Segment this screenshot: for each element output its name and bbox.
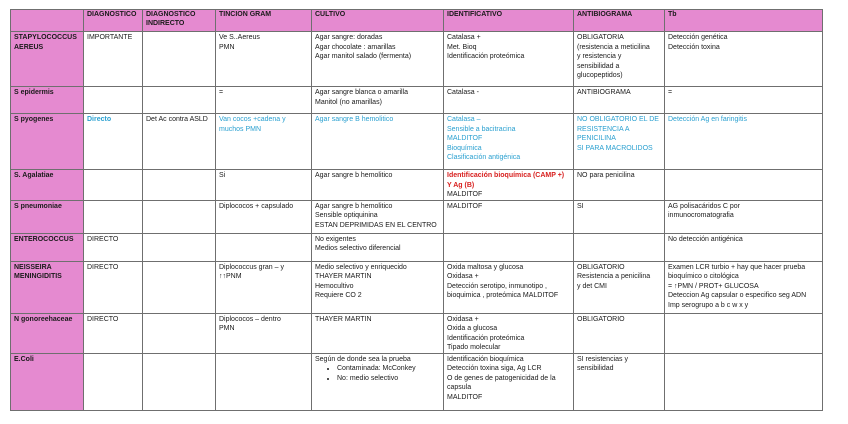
diagnostico-cell [84,313,143,353]
cell-line: Detección Ag en faringitis [668,116,747,123]
tb-cell [665,114,823,170]
cultivo-cell [312,32,444,87]
organism-name: S pyogenes [14,116,54,123]
cell-line: OBLIGATORIA [577,34,624,41]
organism-name: ENTEROCOCCUS [14,235,74,243]
cell-line: sensibilidad [577,365,614,372]
cell-line: MALDITOF [447,202,483,210]
cell-line: Agar sangre b hemolitico [315,172,393,179]
table-row [11,353,823,410]
cell-line: Oxida maltosa y glucosa [447,263,524,271]
organism-name: S epidermis [14,89,54,96]
cell-line: Agar sangre blanca o amarilla [315,89,408,96]
diagnostico-indirecto-cell [143,170,216,201]
header-cell: DIAGNOSTICO [84,10,143,32]
cell-line: Agar chocolate : amarillas [315,43,396,51]
table-row [11,32,823,87]
tincion-gram-cell [216,32,312,87]
header-cell: CULTIVO [312,10,444,32]
cell-line: PENICILINA [577,135,616,142]
cell-line: ↑↑PNM [219,273,242,280]
cell-line: Sensible a bacitracina [447,125,516,133]
row-name-cell [11,261,84,313]
diagnostico-value: DIRECTO [87,315,119,323]
cell-line: Manitol (no amarillas) [315,98,382,106]
table-row [11,87,823,114]
identificativo-cell [444,114,574,170]
table-row [11,200,823,233]
diagnostico-cell [84,87,143,114]
antibiograma-cell [574,353,665,410]
tincion-gram-cell [216,200,312,233]
header-row [11,10,823,32]
cell-line: Imp serogrupo a b c w x y [668,301,749,309]
organism-name: NEISSEIRA MENINGIDITIS [14,263,62,280]
tincion-gram-cell [216,114,312,170]
cultivo-cell [312,114,444,170]
identificativo-cell [444,353,574,410]
cell-line: Catalasa - [447,89,479,96]
antibiograma-cell [574,32,665,87]
cell-line: ESTAN DEPRIMIDAS EN EL CENTRO [315,221,437,229]
tincion-gram-cell [216,261,312,313]
diagnostico-indirecto-cell [143,353,216,410]
cell-line: y resistencia y [577,53,622,60]
row-name-cell [11,170,84,201]
cell-line: y det CMI [577,282,607,290]
cell-line: No detección antigénica [668,235,743,243]
cell-line: AG polisacáridos C por [668,202,740,210]
identificativo-cell [444,261,574,313]
antibiograma-cell [574,200,665,233]
cell-line: ANTIBIOGRAMA [577,89,631,96]
cultivo-cell [312,261,444,313]
cell-line: Si [219,172,226,179]
diagnostico-indirecto-cell [143,200,216,233]
cell-line: Bioquímica [447,144,482,152]
organism-name: N gonoreehaceae [14,315,73,323]
diagnostico-value: DIRECTO [87,235,119,243]
cell-line: Catalasa + [447,34,481,41]
cell-line: Examen LCR turbio + hay que hacer prueba [668,263,806,271]
cell-line: Detección serotipo, inmunotipo , [447,282,547,290]
cell-line: Identificación proteómica [447,334,525,342]
diagnostico-indirecto-cell [143,87,216,114]
identificativo-cell [444,32,574,87]
cell-line: = [219,89,224,96]
tincion-gram-cell [216,170,312,201]
cell-line: SI resistencias y [577,355,628,363]
cell-line: NO para penicilina [577,172,635,179]
cell-line: MALDITOF [447,191,483,198]
antibiograma-cell [574,114,665,170]
row-name-cell [11,233,84,261]
cultivo-cell [312,353,444,410]
diagnostico-cell [84,353,143,410]
cell-line: Tipado molecular [447,344,501,351]
cell-line: Deteccion Ag capsular o especifico seg ADN [668,292,807,299]
cell-line: OBLIGATORIO [577,315,625,323]
tb-cell [665,87,823,114]
diagnostico-cell [84,170,143,201]
cell-line: Oxida a glucosa [447,325,498,332]
table-row [11,261,823,313]
cell-line: Identificación bioquímica [447,355,524,363]
cultivo-cell [312,233,444,261]
header-cell: Tb [665,10,823,32]
cell-line: Medios selectivo diferencial [315,245,401,252]
cell-line: Oxidasa + [447,315,479,323]
tincion-gram-cell [216,313,312,353]
row-name-cell [11,313,84,353]
cell-line: SI PARA MACROLIDOS [577,144,653,152]
organism-name: S pneumoniae [14,202,62,210]
tb-cell [665,353,823,410]
cell-line: Hemocultivo [315,282,354,290]
table-row [11,313,823,353]
header-cell [11,10,84,32]
cell-line: = ↑PMN / PROT+ GLUCOSA [668,282,759,290]
cell-line: Ve S..Aereus [219,34,260,41]
cell-line: PMN [219,43,235,51]
tincion-gram-cell [216,353,312,410]
diagnostico-cell [84,32,143,87]
row-name-cell [11,114,84,170]
identificativo-cell [444,313,574,353]
cell-line: Agar sangre B hemolitico [315,116,394,123]
cell-line: Agar manitol salado (fermenta) [315,53,412,60]
cell-line: muchos PMN [219,125,262,133]
tb-cell [665,200,823,233]
tb-cell [665,233,823,261]
diagnostico-cell [84,233,143,261]
cell-line: RESISTENCIA A [577,125,630,133]
organism-name: E.Coli [14,355,34,363]
tb-cell [665,170,823,201]
cell-line: Detección genética [668,34,728,41]
diagnostico-indirecto-cell [143,261,216,313]
table-row [11,233,823,261]
cell-line: NO OBLIGATORIO EL DE [577,116,659,123]
cell-line: Diplococos – dentro [219,315,281,323]
antibiograma-cell [574,170,665,201]
cell-line: Detección toxina [668,43,720,51]
cell-line: Oxidasa + [447,273,479,280]
cell-line: SI [577,202,584,210]
row-name-cell [11,200,84,233]
identificativo-highlight: Identificación bioquímica (CAMP +) Y Ag (B) [447,172,565,189]
cell-line: OBLIGATORIO [577,263,625,271]
cell-line: Resistencia a penicilina [577,273,651,280]
cell-line: MALDITOF [447,135,483,142]
cell-line: Identificación proteómica [447,53,525,60]
diagnostico-indirecto-cell [143,233,216,261]
organism-name: S. Agalatiae [14,172,54,179]
header-cell: TINCION GRAM [216,10,312,32]
identificativo-cell [444,87,574,114]
diagnostico-cell [84,200,143,233]
cell-line: No exigentes [315,235,356,243]
cell-line: = [668,89,673,96]
tb-cell [665,261,823,313]
cell-line: bioquímico o citológica [668,273,739,280]
cell-line: MALDITOF [447,393,483,401]
cell-line: inmunocromatografia [668,212,734,219]
antibiograma-cell [574,313,665,353]
tincion-gram-cell [216,87,312,114]
microbiology-table [10,9,823,411]
tb-cell [665,313,823,353]
cell-line: Catalasa – [447,116,481,123]
cell-line: (resistencia a meticilina [577,43,650,51]
cell-line: bioquimica , proteómica MALDITOF [447,292,559,299]
cultivo-cell [312,313,444,353]
header-cell: DIAGNOSTICO INDIRECTO [143,10,216,32]
cell-line: glucopeptidos) [577,72,623,79]
cell-line: THAYER MARTIN [315,273,372,280]
antibiograma-cell [574,87,665,114]
cell-line: Van cocos +cadena y [219,116,286,123]
cultivo-cell [312,170,444,201]
table-row [11,170,823,201]
cell-line: Agar sangre: doradas [315,34,383,41]
header-cell: ANTIBIOGRAMA [574,10,665,32]
cultivo-cell [312,87,444,114]
diagnostico-value: Directo [87,116,112,123]
diagnostico-indirecto-cell [143,114,216,170]
cell-line: THAYER MARTIN [315,315,372,323]
tincion-gram-cell [216,233,312,261]
cell-line: Sensible optiquinina [315,212,378,219]
identificativo-cell [444,200,574,233]
list-item: • No: medio selectivo [337,374,440,384]
cell-line: capsula [447,384,472,391]
cell-line: Diplococcus gran – y [219,263,284,271]
cell-line: Agar sangre b hemolitico [315,202,393,210]
tb-cell [665,32,823,87]
cell-line: Requiere CO 2 [315,292,362,299]
cultivo-bullet-list [315,364,440,383]
header-cell: IDENTIFICATIVO [444,10,574,32]
cell-line: Met. Bioq [447,43,477,51]
cell-line: Detección toxina siga, Ag LCR [447,365,542,372]
row-name-cell [11,87,84,114]
diagnostico-indirecto-cell [143,313,216,353]
cell-line: Clasificación antigénica [447,154,521,161]
diagnostico-value: DIRECTO [87,263,119,271]
antibiograma-cell [574,261,665,313]
cell-line: Diplococos + capsulado [219,202,294,210]
cell-line: Medio selectivo y enriquecido [315,263,407,271]
cell-line: sensibilidad a [577,62,620,70]
identificativo-cell [444,233,574,261]
cultivo-cell [312,200,444,233]
cell-line: O de genes de patogenicidad de la [447,374,556,382]
list-item: • Contaminada: McConkey [337,364,440,374]
antibiograma-cell [574,233,665,261]
cell-line: Según de donde sea la prueba [315,355,411,363]
cell-line: PMN [219,325,235,332]
organism-name: STAPYLOCOCCUS AEREUS [14,34,77,51]
diagnostico-cell [84,114,143,170]
diagnostico-value: IMPORTANTE [87,34,133,41]
table-row [11,114,823,170]
identificativo-cell [444,170,574,201]
diagnostico-indirecto-value: Det Ac contra ASLD [146,116,208,123]
row-name-cell [11,32,84,87]
diagnostico-cell [84,261,143,313]
row-name-cell [11,353,84,410]
diagnostico-indirecto-cell [143,32,216,87]
